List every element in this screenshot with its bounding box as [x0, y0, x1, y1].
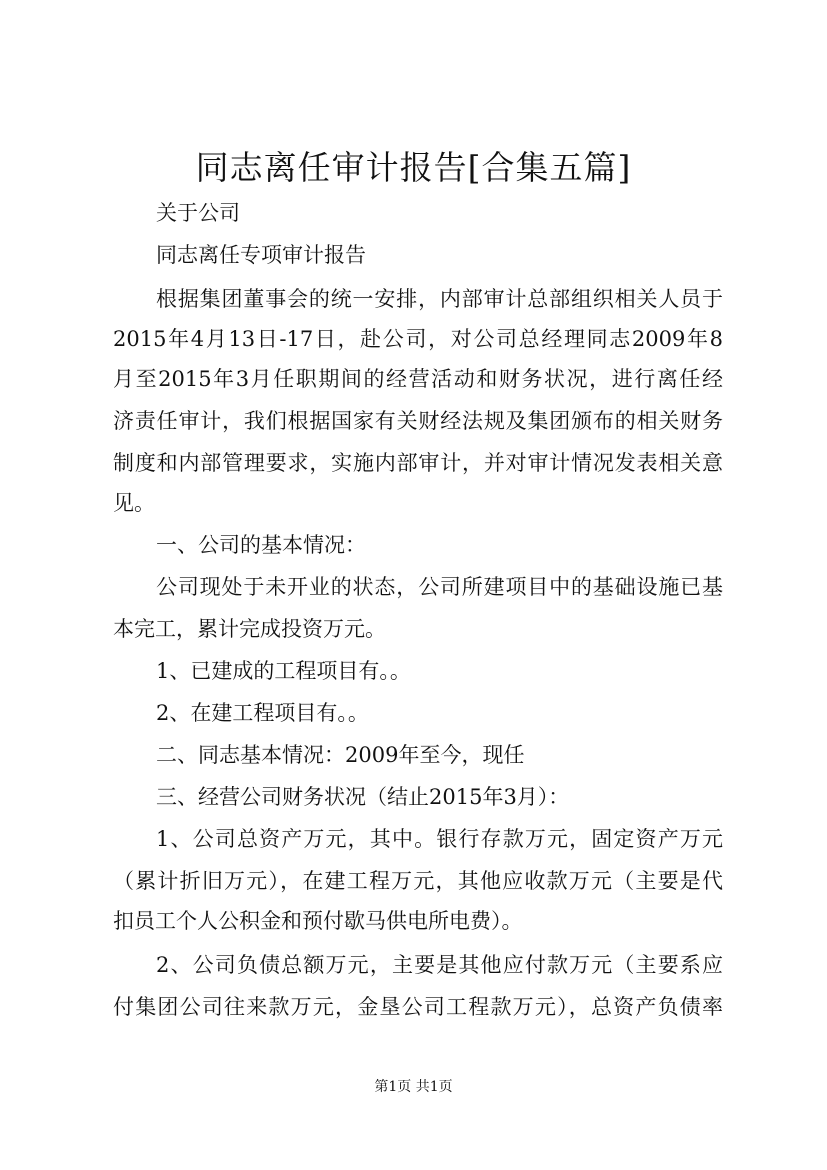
paragraph-line: （累计折旧万元），在建工程万元，其他应收款万元（主要是代	[113, 869, 723, 893]
paragraph-line: 公司现处于未开业的状态，公司所建项目中的基础设施已基	[156, 575, 723, 599]
paragraph-line: 见。	[113, 491, 155, 515]
paragraph-line: 制度和内部管理要求，实施内部审计，并对审计情况发表相关意	[113, 451, 723, 475]
page-footer: 第1页 共1页	[374, 1079, 453, 1095]
paragraph-line: 本完工，累计完成投资万元。	[113, 617, 386, 641]
section-heading: 二、同志基本情况：2009年至今，现任	[156, 743, 525, 767]
paragraph-line: 济责任审计，我们根据国家有关财经法规及集团颁布的相关财务	[113, 409, 723, 433]
paragraph-line: 扣员工个人公积金和预付歇马供电所电费）。	[113, 909, 523, 933]
report-subtitle: 同志离任专项审计报告	[156, 243, 366, 267]
paragraph-line: 根据集团董事会的统一安排，内部审计总部组织相关人员于	[156, 287, 723, 311]
paragraph-line: 1、公司总资产万元，其中。银行存款万元，固定资产万元	[156, 827, 723, 851]
list-item: 1、已建成的工程项目有。。	[156, 659, 411, 683]
addressee-line: 关于公司	[156, 201, 240, 225]
paragraph-line: 月至2015年3月任职期间的经营活动和财务状况，进行离任经	[113, 367, 723, 391]
paragraph-line: 付集团公司往来款万元，金垦公司工程款万元），总资产负债率	[113, 995, 723, 1019]
paragraph-line: 2、公司负债总额万元，主要是其他应付款万元（主要系应	[156, 953, 723, 977]
list-item: 2、在建工程项目有。。	[156, 701, 369, 725]
paragraph-line: 2015年4月13日-17日，赴公司，对公司总经理同志2009年8	[113, 327, 723, 351]
section-heading: 一、公司的基本情况：	[156, 533, 366, 557]
document-title: 同志离任审计报告[合集五篇]	[195, 148, 632, 187]
section-heading: 三、经营公司财务状况（结止2015年3月）：	[156, 785, 570, 809]
